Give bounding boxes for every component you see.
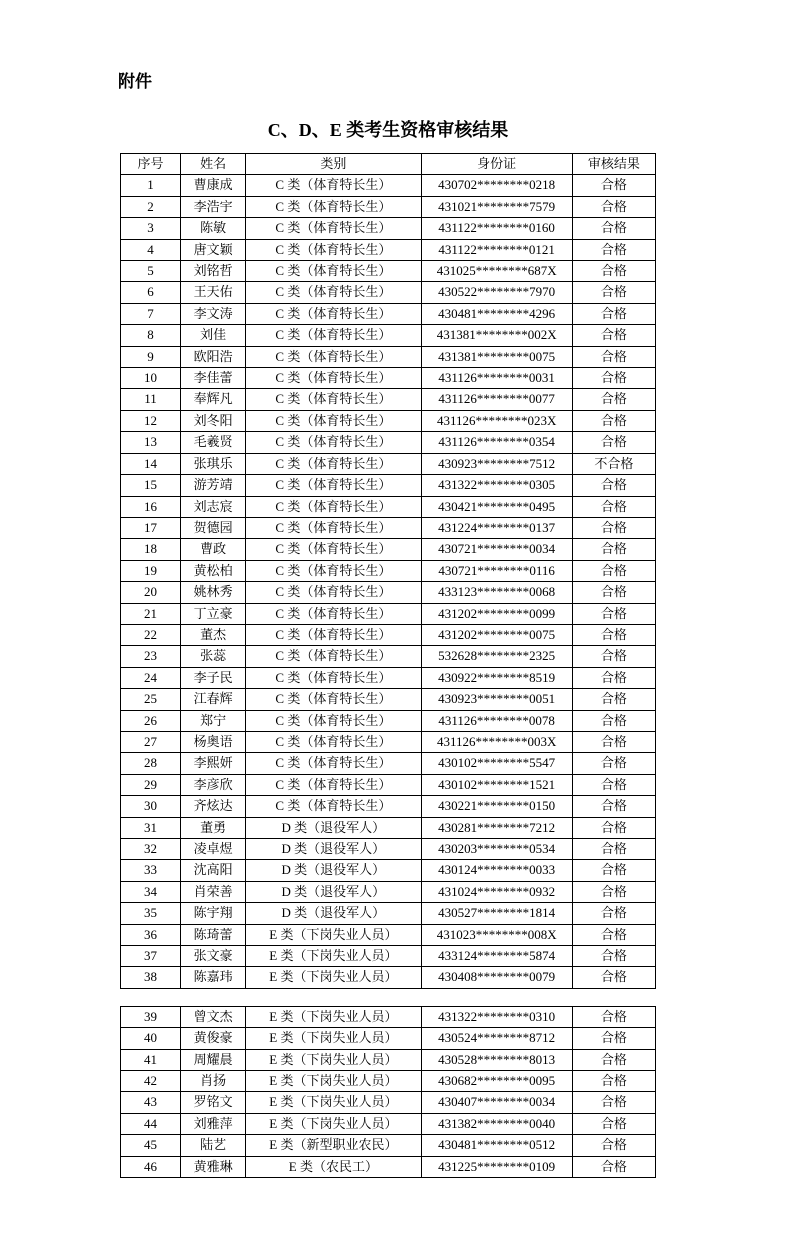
cell-id_number: 431322********0310 [421,1006,572,1027]
cell-name: 齐炫达 [181,796,246,817]
table-row [121,432,656,453]
cell-name: 李文涛 [181,303,246,324]
table-row [121,368,656,389]
cell-name: 李佳蕾 [181,368,246,389]
cell-name: 周耀晨 [181,1049,246,1070]
cell-category: D 类（退役军人） [246,817,421,838]
cell-result: 合格 [572,624,655,645]
cell-result: 合格 [572,1071,655,1092]
cell-name: 李子民 [181,667,246,688]
table-row [121,731,656,752]
table-row [121,496,656,517]
cell-result: 合格 [572,239,655,260]
header-name: 姓名 [181,154,246,175]
cell-category: C 类（体育特长生） [246,368,421,389]
cell-no: 37 [121,946,181,967]
results-table-part2 [120,1006,656,1178]
cell-result: 合格 [572,1113,655,1134]
cell-id_number: 430221********0150 [421,796,572,817]
cell-no: 10 [121,368,181,389]
section-gap [0,989,793,1006]
cell-no: 39 [121,1006,181,1027]
table-row [121,1028,656,1049]
cell-result: 合格 [572,432,655,453]
cell-name: 罗铭文 [181,1092,246,1113]
cell-no: 41 [121,1049,181,1070]
cell-no: 16 [121,496,181,517]
cell-id_number: 433123********0068 [421,582,572,603]
cell-result: 合格 [572,689,655,710]
cell-no: 21 [121,603,181,624]
cell-result: 合格 [572,389,655,410]
cell-id_number: 430407********0034 [421,1092,572,1113]
header-result: 审核结果 [572,154,655,175]
cell-id_number: 431126********003X [421,731,572,752]
cell-category: C 类（体育特长生） [246,731,421,752]
table-row [121,839,656,860]
cell-name: 陆艺 [181,1135,246,1156]
cell-result: 合格 [572,1006,655,1027]
table-row [121,903,656,924]
cell-id_number: 431025********687X [421,261,572,282]
table-row [121,774,656,795]
cell-result: 合格 [572,582,655,603]
table-row [121,389,656,410]
cell-no: 29 [121,774,181,795]
cell-name: 李彦欣 [181,774,246,795]
cell-name: 陈琦蕾 [181,924,246,945]
cell-category: E 类（下岗失业人员） [246,1049,421,1070]
cell-name: 江春辉 [181,689,246,710]
cell-id_number: 431122********0121 [421,239,572,260]
cell-name: 刘冬阳 [181,410,246,431]
cell-category: C 类（体育特长生） [246,667,421,688]
cell-name: 沈高阳 [181,860,246,881]
cell-result: 合格 [572,603,655,624]
cell-result: 合格 [572,475,655,496]
cell-no: 30 [121,796,181,817]
cell-result: 合格 [572,560,655,581]
cell-name: 李浩宇 [181,196,246,217]
cell-id_number: 431381********002X [421,325,572,346]
cell-result: 合格 [572,218,655,239]
cell-result: 合格 [572,496,655,517]
cell-name: 肖扬 [181,1071,246,1092]
table-row [121,475,656,496]
cell-name: 王天佑 [181,282,246,303]
cell-category: C 类（体育特长生） [246,774,421,795]
table-row [121,710,656,731]
cell-name: 肖荣善 [181,881,246,902]
cell-category: C 类（体育特长生） [246,218,421,239]
cell-no: 2 [121,196,181,217]
cell-name: 贺德园 [181,517,246,538]
results-table-part1 [120,153,656,989]
cell-category: C 类（体育特长生） [246,646,421,667]
cell-id_number: 430524********8712 [421,1028,572,1049]
cell-result: 合格 [572,774,655,795]
cell-no: 9 [121,346,181,367]
cell-name: 刘佳 [181,325,246,346]
cell-result: 合格 [572,368,655,389]
cell-name: 黄雅琳 [181,1156,246,1177]
cell-result: 合格 [572,175,655,196]
table-row [121,924,656,945]
cell-name: 凌卓煜 [181,839,246,860]
header-category: 类别 [246,154,421,175]
cell-no: 33 [121,860,181,881]
table-row [121,582,656,603]
table-row [121,517,656,538]
cell-id_number: 430102********5547 [421,753,572,774]
cell-result: 合格 [572,967,655,988]
table-row [121,689,656,710]
cell-result: 合格 [572,1092,655,1113]
header-id: 身份证 [421,154,572,175]
cell-id_number: 430922********8519 [421,667,572,688]
table-row [121,1156,656,1177]
cell-name: 欧阳浩 [181,346,246,367]
cell-id_number: 430102********1521 [421,774,572,795]
table-row [121,860,656,881]
cell-no: 40 [121,1028,181,1049]
cell-id_number: 431126********0077 [421,389,572,410]
cell-category: C 类（体育特长生） [246,453,421,474]
cell-category: E 类（农民工） [246,1156,421,1177]
cell-id_number: 430527********1814 [421,903,572,924]
attachment-label: 附件 [118,72,152,91]
cell-id_number: 431382********0040 [421,1113,572,1134]
cell-result: 合格 [572,517,655,538]
table-row [121,560,656,581]
cell-id_number: 430281********7212 [421,817,572,838]
cell-result: 合格 [572,410,655,431]
cell-id_number: 431224********0137 [421,517,572,538]
cell-result: 合格 [572,860,655,881]
cell-no: 14 [121,453,181,474]
cell-no: 11 [121,389,181,410]
cell-no: 27 [121,731,181,752]
cell-result: 合格 [572,1028,655,1049]
cell-name: 陈嘉玮 [181,967,246,988]
cell-result: 合格 [572,196,655,217]
cell-no: 18 [121,539,181,560]
table-body-part1 [121,175,656,988]
cell-no: 26 [121,710,181,731]
cell-name: 姚林秀 [181,582,246,603]
cell-category: C 类（体育特长生） [246,624,421,645]
cell-id_number: 433124********5874 [421,946,572,967]
cell-id_number: 430923********7512 [421,453,572,474]
cell-category: E 类（下岗失业人员） [246,924,421,945]
cell-no: 44 [121,1113,181,1134]
table-row [121,303,656,324]
table-row [121,325,656,346]
cell-no: 4 [121,239,181,260]
table-row [121,1049,656,1070]
cell-id_number: 431202********0075 [421,624,572,645]
cell-no: 32 [121,839,181,860]
cell-id_number: 430923********0051 [421,689,572,710]
cell-name: 奉辉凡 [181,389,246,410]
cell-id_number: 431202********0099 [421,603,572,624]
cell-category: C 类（体育特长生） [246,517,421,538]
cell-category: C 类（体育特长生） [246,432,421,453]
cell-no: 7 [121,303,181,324]
table-row [121,218,656,239]
cell-result: 合格 [572,817,655,838]
cell-result: 合格 [572,261,655,282]
cell-category: C 类（体育特长生） [246,689,421,710]
cell-category: E 类（下岗失业人员） [246,967,421,988]
cell-name: 刘铭哲 [181,261,246,282]
cell-category: C 类（体育特长生） [246,410,421,431]
cell-name: 董杰 [181,624,246,645]
cell-id_number: 430721********0034 [421,539,572,560]
cell-category: C 类（体育特长生） [246,560,421,581]
cell-no: 3 [121,218,181,239]
table-row [121,1071,656,1092]
cell-category: D 类（退役军人） [246,881,421,902]
cell-no: 17 [121,517,181,538]
cell-id_number: 430522********7970 [421,282,572,303]
cell-no: 15 [121,475,181,496]
header-no: 序号 [121,154,181,175]
cell-result: 合格 [572,1049,655,1070]
cell-id_number: 532628********2325 [421,646,572,667]
table-row [121,624,656,645]
cell-result: 合格 [572,710,655,731]
document-title: C、D、E 类考生资格审核结果 [267,120,509,140]
table-body-part2 [121,1006,656,1177]
cell-category: C 类（体育特长生） [246,282,421,303]
cell-no: 35 [121,903,181,924]
cell-no: 12 [121,410,181,431]
cell-name: 毛羲贤 [181,432,246,453]
cell-result: 合格 [572,1156,655,1177]
cell-name: 黄松柏 [181,560,246,581]
cell-result: 合格 [572,1135,655,1156]
cell-result: 合格 [572,881,655,902]
table-row [121,1092,656,1113]
cell-no: 46 [121,1156,181,1177]
cell-result: 合格 [572,839,655,860]
cell-id_number: 430682********0095 [421,1071,572,1092]
cell-id_number: 431122********0160 [421,218,572,239]
cell-name: 曹政 [181,539,246,560]
cell-id_number: 431225********0109 [421,1156,572,1177]
cell-id_number: 430481********4296 [421,303,572,324]
cell-category: C 类（体育特长生） [246,389,421,410]
cell-name: 董勇 [181,817,246,838]
cell-name: 丁立豪 [181,603,246,624]
cell-result: 合格 [572,903,655,924]
cell-result: 合格 [572,325,655,346]
cell-category: C 类（体育特长生） [246,475,421,496]
cell-name: 黄俊豪 [181,1028,246,1049]
cell-category: C 类（体育特长生） [246,710,421,731]
table-row [121,282,656,303]
cell-name: 唐文颖 [181,239,246,260]
cell-result: 合格 [572,282,655,303]
cell-result: 合格 [572,646,655,667]
cell-no: 22 [121,624,181,645]
table-row [121,796,656,817]
cell-no: 42 [121,1071,181,1092]
cell-id_number: 430528********8013 [421,1049,572,1070]
cell-result: 合格 [572,946,655,967]
cell-id_number: 430203********0534 [421,839,572,860]
cell-category: D 类（退役军人） [246,860,421,881]
cell-id_number: 430408********0079 [421,967,572,988]
table-row [121,453,656,474]
cell-id_number: 431126********0031 [421,368,572,389]
cell-result: 合格 [572,346,655,367]
cell-result: 不合格 [572,453,655,474]
cell-id_number: 431381********0075 [421,346,572,367]
table-row [121,881,656,902]
cell-result: 合格 [572,924,655,945]
cell-name: 刘雅萍 [181,1113,246,1134]
cell-category: C 类（体育特长生） [246,196,421,217]
cell-no: 43 [121,1092,181,1113]
cell-category: D 类（退役军人） [246,903,421,924]
cell-id_number: 431126********023X [421,410,572,431]
cell-result: 合格 [572,667,655,688]
cell-name: 杨奥语 [181,731,246,752]
table-row [121,646,656,667]
cell-no: 38 [121,967,181,988]
cell-id_number: 431021********7579 [421,196,572,217]
table-row [121,346,656,367]
cell-no: 28 [121,753,181,774]
cell-name: 游芳靖 [181,475,246,496]
cell-category: E 类（下岗失业人员） [246,1028,421,1049]
cell-result: 合格 [572,753,655,774]
cell-category: C 类（体育特长生） [246,796,421,817]
cell-no: 19 [121,560,181,581]
cell-no: 8 [121,325,181,346]
cell-result: 合格 [572,796,655,817]
cell-category: C 类（体育特长生） [246,753,421,774]
cell-category: C 类（体育特长生） [246,303,421,324]
cell-category: E 类（新型职业农民） [246,1135,421,1156]
cell-no: 5 [121,261,181,282]
cell-category: E 类（下岗失业人员） [246,946,421,967]
cell-name: 李熙妍 [181,753,246,774]
table-row [121,667,656,688]
table-row [121,967,656,988]
table-row [121,753,656,774]
cell-no: 24 [121,667,181,688]
cell-category: C 类（体育特长生） [246,496,421,517]
header-row [121,154,656,175]
table-row [121,539,656,560]
cell-name: 张琪乐 [181,453,246,474]
table-row [121,196,656,217]
cell-no: 23 [121,646,181,667]
table-row [121,261,656,282]
cell-name: 陈敏 [181,218,246,239]
cell-no: 6 [121,282,181,303]
cell-name: 张蕊 [181,646,246,667]
cell-category: C 类（体育特长生） [246,582,421,603]
cell-id_number: 431126********0078 [421,710,572,731]
cell-no: 31 [121,817,181,838]
cell-category: E 类（下岗失业人员） [246,1113,421,1134]
cell-category: C 类（体育特长生） [246,603,421,624]
cell-category: C 类（体育特长生） [246,325,421,346]
table-row [121,239,656,260]
cell-no: 20 [121,582,181,603]
cell-no: 13 [121,432,181,453]
table-row [121,1006,656,1027]
cell-category: E 类（下岗失业人员） [246,1092,421,1113]
cell-category: C 类（体育特长生） [246,239,421,260]
cell-id_number: 431023********008X [421,924,572,945]
cell-id_number: 430124********0033 [421,860,572,881]
table-row [121,410,656,431]
cell-result: 合格 [572,303,655,324]
cell-id_number: 431322********0305 [421,475,572,496]
cell-result: 合格 [572,731,655,752]
table-row [121,603,656,624]
cell-id_number: 430721********0116 [421,560,572,581]
cell-id_number: 430702********0218 [421,175,572,196]
cell-name: 陈宇翔 [181,903,246,924]
cell-id_number: 431024********0932 [421,881,572,902]
cell-no: 1 [121,175,181,196]
cell-id_number: 431126********0354 [421,432,572,453]
cell-name: 刘志宸 [181,496,246,517]
table-row [121,817,656,838]
table-row [121,175,656,196]
cell-category: E 类（下岗失业人员） [246,1071,421,1092]
cell-no: 36 [121,924,181,945]
cell-category: C 类（体育特长生） [246,346,421,367]
cell-category: E 类（下岗失业人员） [246,1006,421,1027]
cell-result: 合格 [572,539,655,560]
cell-name: 张文豪 [181,946,246,967]
cell-id_number: 430421********0495 [421,496,572,517]
cell-category: C 类（体育特长生） [246,261,421,282]
cell-id_number: 430481********0512 [421,1135,572,1156]
table-row [121,1113,656,1134]
table-row [121,946,656,967]
cell-category: C 类（体育特长生） [246,175,421,196]
cell-no: 34 [121,881,181,902]
cell-category: C 类（体育特长生） [246,539,421,560]
cell-no: 25 [121,689,181,710]
cell-no: 45 [121,1135,181,1156]
table-row [121,1135,656,1156]
cell-name: 郑宁 [181,710,246,731]
cell-name: 曹康成 [181,175,246,196]
cell-name: 曾文杰 [181,1006,246,1027]
cell-category: D 类（退役军人） [246,839,421,860]
